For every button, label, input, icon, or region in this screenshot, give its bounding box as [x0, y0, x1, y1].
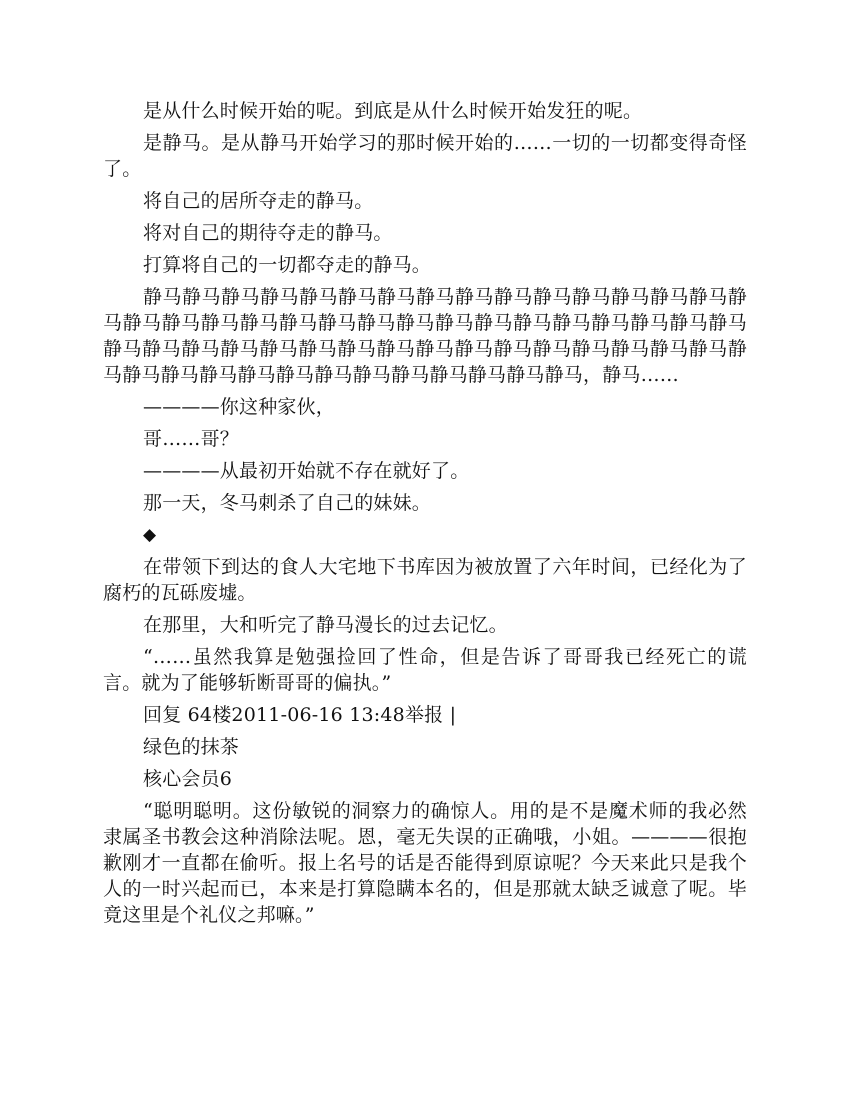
paragraph: “聪明聪明。这份敏锐的洞察力的确惊人。用的是不是魔术师的我必然隶属圣书教会这种消除法呢。恩，毫无失误的正确哦，小姐。————很抱歉刚才一直都在偷听。报上名号的话是否能得到原谅呢？今天来此只是我个人的一时兴起而已，本来是打算隐瞒本名的，但是那就太缺乏诚意了呢。毕竟这里是个礼仪之邦嘛。” [103, 800, 747, 926]
paragraph: ————你这种家伙， [143, 396, 336, 418]
paragraph: 将对自己的期待夺走的静马。 [143, 222, 393, 244]
paragraph: 是从什么时候开始的呢。到底是从什么时候开始发狂的呢。 [143, 100, 643, 122]
paragraph: 哥……哥？ [143, 428, 240, 450]
document-page [103, 98, 747, 934]
paragraph: 那一天，冬马刺杀了自己的妹妹。 [143, 492, 432, 514]
paragraph: “……虽然我算是勉强捡回了性命，但是告诉了哥哥我已经死亡的谎言。就为了能够斩断哥哥的偏执。” [103, 646, 747, 694]
paragraph: 将自己的居所夺走的静马。 [143, 190, 374, 212]
section-divider-diamond: ◆ [143, 525, 157, 545]
paragraph: ————从最初开始就不存在就好了。 [143, 460, 470, 482]
poster-username: 绿色的抹茶 [143, 736, 240, 758]
paragraph: 打算将自己的一切都夺走的静马。 [143, 254, 432, 276]
paragraph: 静马静马静马静马静马静马静马静马静马静马静马静马静马静马静马静马静马静马静马静马静马静马静马静马静马静马静马静马静马静马静马静马静马静马静马静马静马静马静马静马静马静马静马静马静马静马静马静马静马静马静马静马静马静马静马静马静马静马静马静马静马，静马…… [103, 286, 747, 386]
paragraph: 是静马。是从静马开始学习的那时候开始的……一切的一切都变得奇怪了。 [103, 132, 747, 180]
poster-rank: 核心会员6 [143, 768, 233, 790]
post-meta-line: 回复 64楼2011-06-16 13:48举报 | [143, 704, 457, 726]
paragraph: 在那里，大和听完了静马漫长的过去记忆。 [143, 614, 508, 636]
paragraph: 在带领下到达的食人大宅地下书库因为被放置了六年时间，已经化为了腐朽的瓦砾废墟。 [103, 556, 747, 604]
